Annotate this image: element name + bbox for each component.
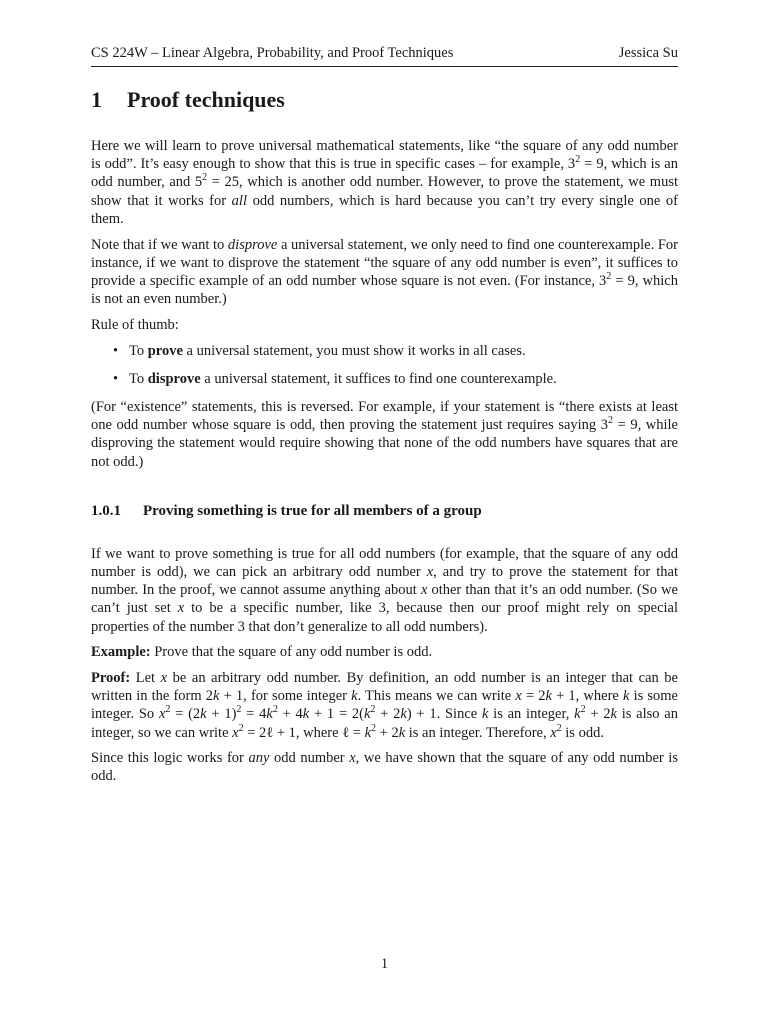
author-name: Jessica Su: [618, 45, 678, 61]
list-item: • To disprove a universal statement, it suffices to find one counterexample.: [113, 370, 557, 387]
list-item: • To prove a universal statement, you must show it works in all cases.: [113, 342, 526, 359]
rules-list: [91, 342, 678, 388]
intro-paragraph-1: Here we will learn to prove universal mathematical statements, like “the square of any odd number is odd”. It’s easy enough to show that this is true in specific cases – for example, $3^2 = 9$, which is an odd number, and $5^2 = 25$, which is another odd number. However, to prove the statement, we must show that it works for all odd numbers, which is hard because you can’t try every single one of them.: [91, 138, 679, 227]
document-page: [91, 0, 678, 1024]
section-title: Proof techniques: [127, 87, 285, 112]
proof-paragraph: Proof: Let x be an arbitrary odd number. By definition, an odd number is an integer that can be written in the form 2k + 1, for some integer k. This means we can write x = 2k + 1, where k is some integer. So $x^2 = (2k + 1)^2 = 4k^2 + 4k + 1 = 2(k^2 + 2k) + 1$. Since k is an integer, $k^2 + 2k$ is also an integer, so we can write $x^2$ = 2ℓ + 1, where ℓ = $k^2 + 2k$ is an integer. Therefore, $x^2$ is odd.: [91, 669, 678, 741]
page-number: 1: [380, 956, 389, 972]
example-paragraph: Example: Prove that the square of any odd number is odd.: [91, 644, 433, 661]
subsection-paragraph-1: If we want to prove something is true for all odd numbers (for example, that the square of any odd number is odd), we can pick an arbitrary odd number x, and try to prove the statement for that number. In the proof, we cannot assume anything about x other than that it’s an odd number. (So we can’t just set x to be a specific number, like 3, because then our proof might rely on special properties of the number 3 that don’t generalize to all odd numbers).: [91, 545, 678, 635]
section-heading: [91, 86, 285, 114]
body-text: [91, 137, 678, 793]
subsection-title: Proving something is true for all members of a group: [143, 502, 482, 519]
section-number: 1: [91, 87, 102, 112]
course-title: CS 224W – Linear Algebra, Probability, and Proof Techniques: [91, 45, 454, 61]
bullet: •: [113, 342, 119, 359]
closing-paragraph: Since this logic works for any odd number x, we have shown that the square of any odd number is odd.: [91, 750, 678, 785]
subsection-heading: [91, 501, 678, 521]
running-header: [91, 44, 678, 67]
subsection-number: 1.0.1: [91, 502, 121, 519]
existence-paragraph: (For “existence” statements, this is reversed. For example, if your statement is “there exists at least one odd number whose square is odd, then proving the statement just requires saying $3^2 = 9$, while disproving the statement would require showing that none of the odd numbers have squares that are not odd.): [91, 398, 678, 470]
intro-paragraph-2: Note that if we want to disprove a universal statement, we only need to find one counterexample. For instance, if we want to disprove the statement “the square of any odd number is even”, it suffices to provide a specific example of an odd number whose square is not even. (For instance, $3^2 = 9$, which is not an even number.): [91, 236, 678, 308]
rule-of-thumb-label: Rule of thumb:: [91, 316, 179, 333]
bullet: •: [113, 370, 119, 387]
